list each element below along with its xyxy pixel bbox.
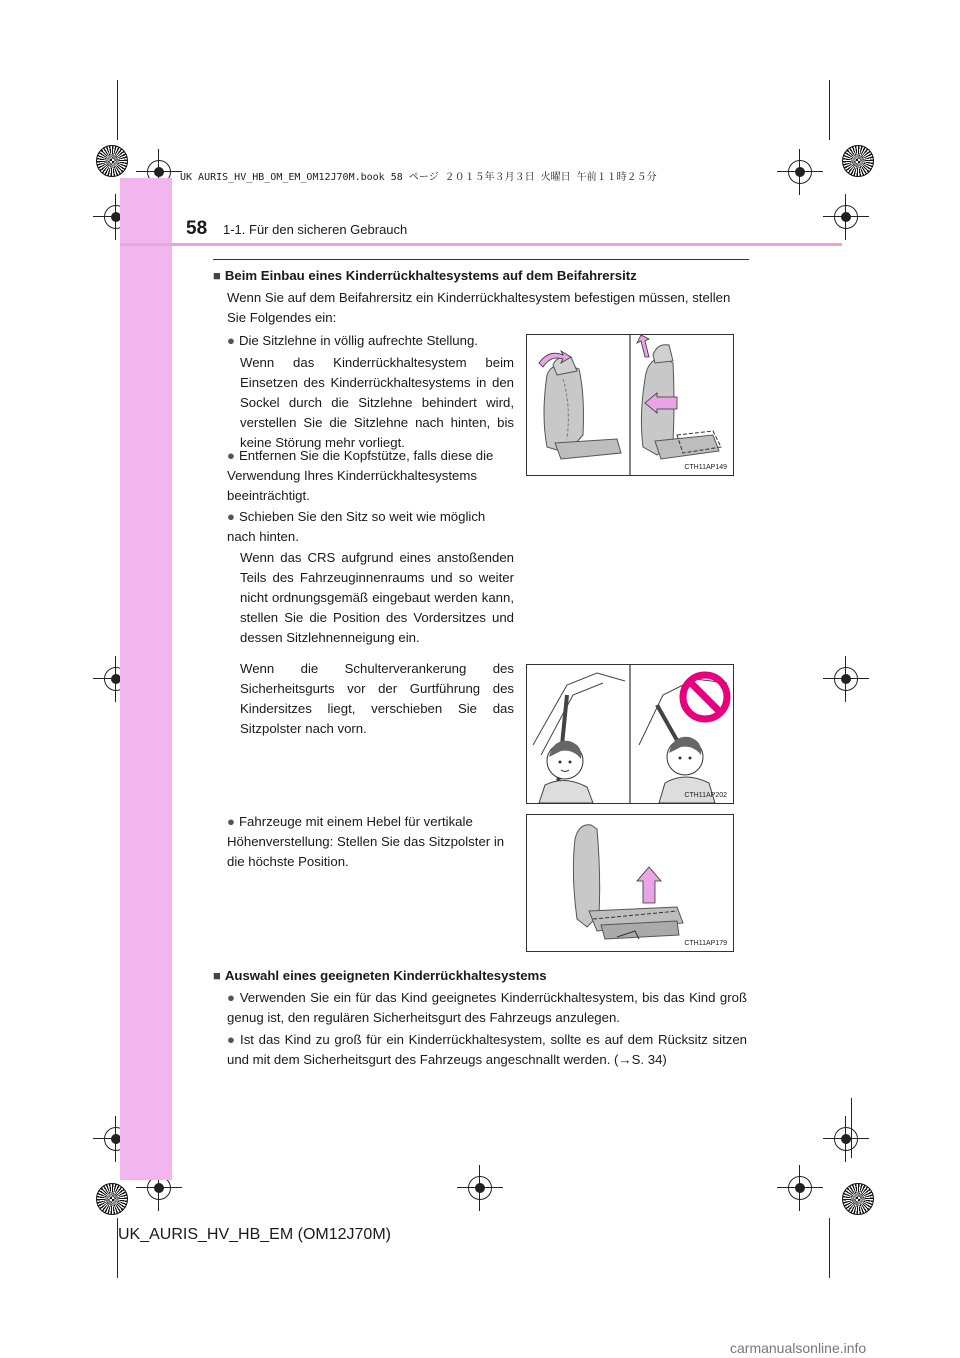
bullet-icon: ● (227, 333, 235, 348)
footer-code: UK_AURIS_HV_HB_EM (OM12J70M) (118, 1226, 391, 1243)
registration-sunburst-icon (96, 1183, 128, 1215)
page-number: 58 (186, 218, 208, 239)
section-title: 1-1. Für den sicheren Gebrauch (223, 222, 408, 237)
crop-mark (117, 80, 118, 140)
crop-mark (829, 80, 830, 140)
figure-code: CTH11AP149 (684, 464, 727, 471)
crop-mark (829, 1218, 830, 1278)
bullet-subtext: Wenn das CRS aufgrund eines anstoßenden Teils des Fahrzeuginnenraums und so weiter nicht ordnungsgemäß eingebaut werden kann, stellen Sie die Position des Vordersitzes und dessen Sitzlehnenneigung ein. (240, 550, 514, 645)
registration-crosshair-icon (788, 1176, 812, 1200)
registration-crosshair-icon (788, 160, 812, 184)
section2-heading: ■ Auswahl eines geeigneten Kinderrückhaltesystems (213, 968, 547, 983)
figure-shoulder-belt (526, 664, 734, 804)
bullet-item: ● Die Sitzlehne in völlig aufrechte Stellung. (227, 333, 478, 348)
registration-sunburst-icon (96, 145, 128, 177)
content-rule (213, 259, 749, 260)
registration-sunburst-icon (842, 1183, 874, 1215)
bullet-subtext: Wenn das Kinderrückhaltesystem beim Einsetzen des Kinderrückhaltesystems in den Sockel durch die Sitzlehne behindert wird, verstellen Sie die Sitzlehne nach hinten, bis keine Störung mehr vorliegt. (240, 355, 514, 450)
figure-seat-backrest (526, 334, 734, 476)
registration-sunburst-icon (842, 145, 874, 177)
registration-crosshair-icon (834, 1127, 858, 1151)
bullet-item: ● Fahrzeuge mit einem Hebel für vertikale Höhenverstellung: Stellen Sie das Sitzpolster in die höchste Position. (227, 814, 505, 869)
registration-crosshair-icon (468, 1176, 492, 1200)
figure-seat-height (526, 814, 734, 952)
sidebar-color-bar (120, 178, 172, 1180)
bullet-icon: ● (227, 814, 235, 829)
bullet-icon: ● (227, 990, 236, 1005)
bullet-item: ● Entfernen Sie die Kopfstütze, falls diese die Verwendung Ihres Kinderrückhaltesystems beeinträchtigt. (227, 448, 494, 503)
seat-height-illustration (527, 815, 733, 951)
bullet-subtext: Wenn die Schulterverankerung des Sicherheitsgurts vor der Gurtführung des Kindersitzes liegt, verschieben Sie das Sitzpolster nach vorn. (240, 661, 514, 736)
watermark: carmanualsonline.info (730, 1340, 867, 1356)
crop-mark (851, 1098, 852, 1158)
figure-code: CTH11AP179 (684, 940, 727, 947)
bullet-icon: ● (227, 448, 235, 463)
section1-intro: Wenn Sie auf dem Beifahrersitz ein Kinderrückhaltesystem befestigen müssen, stellen Sie Folgendes ein: (227, 290, 731, 325)
print-info: UK AURIS_HV_HB_OM_EM_OM12J70M.book 58 ページ ２０１５年３月３日 火曜日 午前１１時２５分 (180, 172, 657, 183)
seatbelt-illustration (527, 665, 733, 803)
bullet-icon: ● (227, 509, 235, 524)
arrow-up-icon (637, 867, 661, 903)
bullet-item: ● Schieben Sie den Sitz so weit wie möglich nach hinten. (227, 509, 486, 544)
bullet-icon: ● (227, 1032, 237, 1047)
registration-crosshair-icon (834, 205, 858, 229)
bullet-item: ● Verwenden Sie ein für das Kind geeignetes Kinderrückhaltesystem, bis das Kind groß genug ist, den regulären Sicherheitsgurt des Fahrzeugs anzulegen. (227, 990, 747, 1025)
bullet-item: ● Ist das Kind zu groß für ein Kinderrückhaltesystem, sollte es auf dem Rücksitz sitzen und mit dem Sicherheitsgurt des Fahrzeugs angeschnallt werden. (→S. 34) (227, 1032, 748, 1067)
registration-crosshair-icon (834, 667, 858, 691)
section1-heading: ■ Beim Einbau eines Kinderrückhaltesystems auf dem Beifahrersitz (213, 268, 637, 283)
figure-code: CTH11AP202 (684, 792, 727, 799)
header-rule (120, 243, 842, 246)
seat-adjust-illustration (527, 335, 733, 475)
